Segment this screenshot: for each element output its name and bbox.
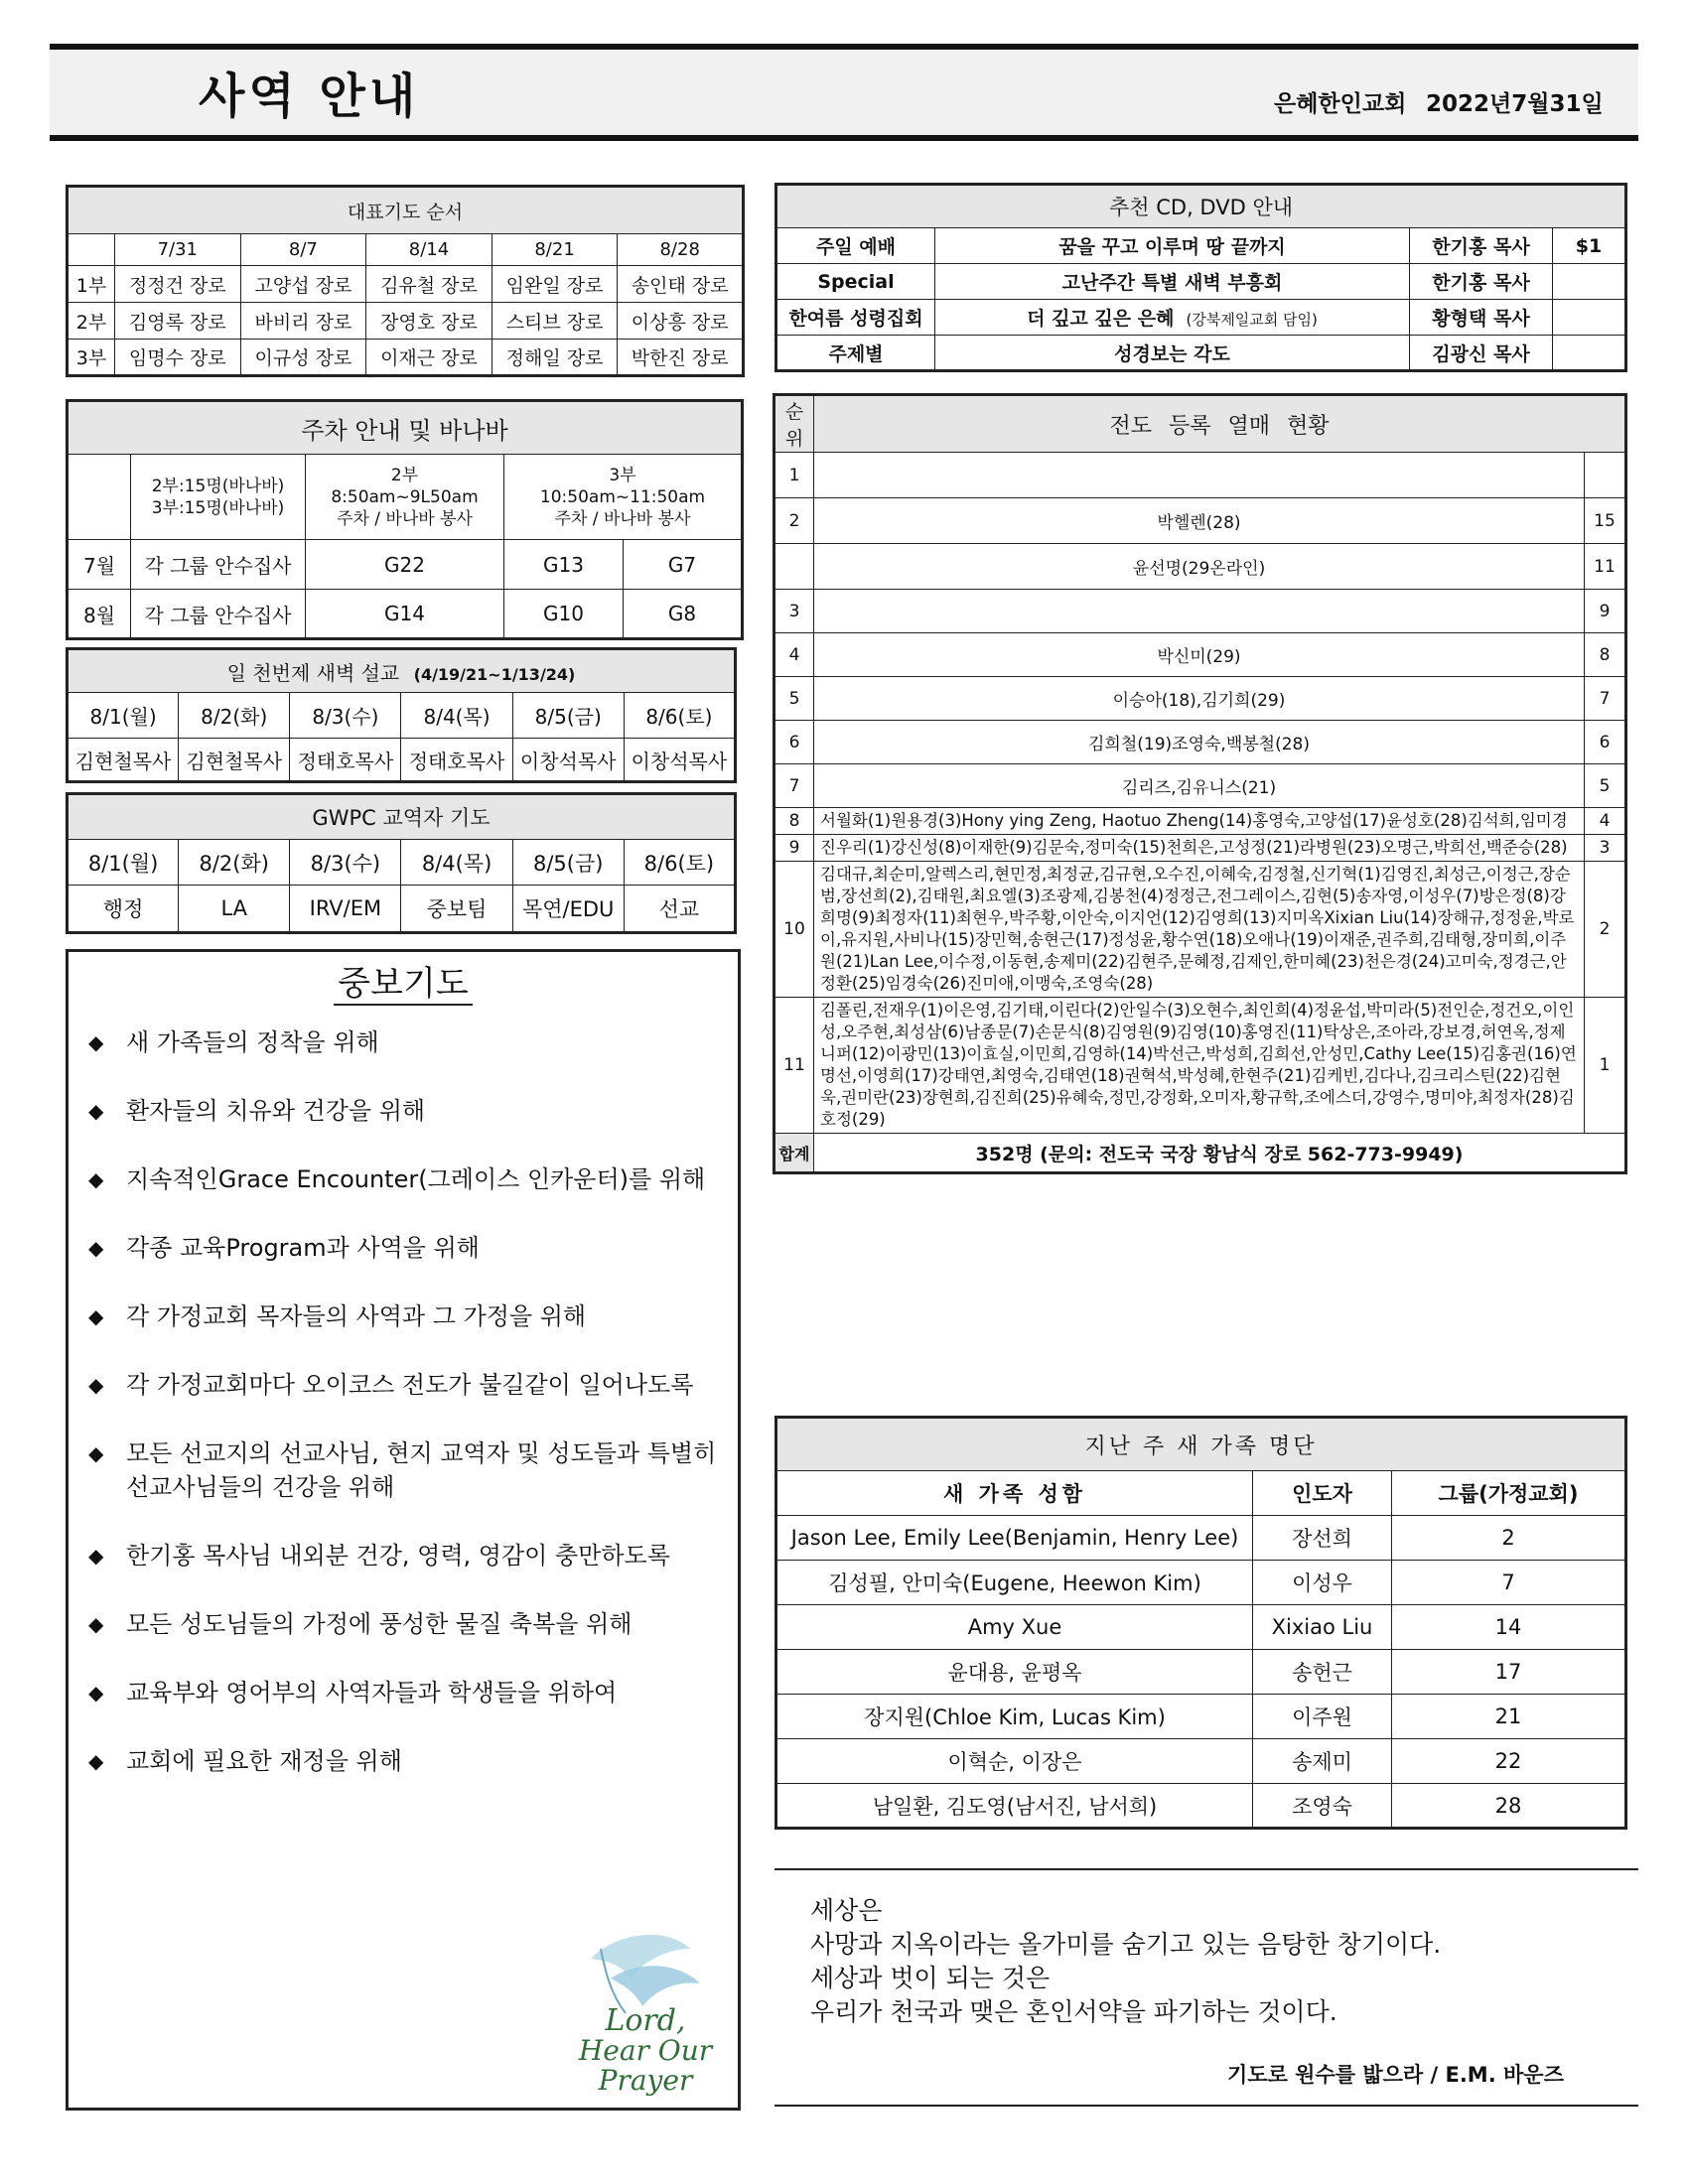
service2-header <box>306 455 504 540</box>
names-cell: 박신미(29) <box>814 633 1585 677</box>
elder-cell: 김유철 장로 <box>366 266 492 303</box>
service3-header-line: 10:50am~11:50am <box>539 486 706 507</box>
family-name-cell: 남일환, 김도영(남서진, 남서희) <box>776 1784 1253 1829</box>
team-cell: LA <box>179 886 290 933</box>
names-cell: 진우리(1)강신성(8)이재한(9)김문숙,정미숙(15)천희은,고성정(21)라병원(23)오명근,박희선,백준승(28) <box>814 835 1585 862</box>
price-cell <box>1553 264 1626 300</box>
speaker-cell: 황형택 목사 <box>1410 300 1553 336</box>
category-cell: 주제별 <box>776 336 935 371</box>
guide-cell: 조영숙 <box>1253 1784 1392 1829</box>
prayer-item-text: 모든 성도님들의 가정에 풍성한 물질 축복을 위해 <box>126 1610 633 1638</box>
total-text: 352명 (문의: 전도국 국장 황남식 장로 562-773-9949) <box>814 1134 1626 1173</box>
rank-cell: 4 <box>774 633 814 677</box>
prayer-item-text: 교육부와 영어부의 사역자들과 학생들을 위하여 <box>126 1679 618 1706</box>
names-cell <box>814 590 1585 633</box>
group-cell: 17 <box>1392 1650 1626 1695</box>
rank-cell: 10 <box>774 862 814 998</box>
rank-cell: 9 <box>774 835 814 862</box>
diamond-bullet-icon: ◆ <box>88 1373 104 1397</box>
quote-line: 우리가 천국과 맺은 혼인서약을 파기하는 것이다. <box>810 1997 1337 2026</box>
total-label: 합계 <box>774 1134 814 1173</box>
names-cell: 김리즈,김유니스(21) <box>814 764 1585 808</box>
prayer-item-text: 환자들의 치유와 건강을 위해 <box>126 1097 426 1125</box>
speaker-cell: 한기홍 목사 <box>1410 228 1553 264</box>
elder-cell: 송인태 장로 <box>618 266 744 303</box>
month-cell: 8월 <box>68 590 131 639</box>
dawn-sermon-title <box>68 649 736 693</box>
parking-note <box>131 455 306 540</box>
service-cell: 2부 <box>68 303 115 340</box>
elder-cell: 이재근 장로 <box>366 340 492 376</box>
group-cell: G14 <box>306 590 504 639</box>
day-cell: 8/6(토) <box>624 693 735 739</box>
elder-cell: 임명수 장로 <box>115 340 241 376</box>
elder-cell: 정해일 장로 <box>492 340 618 376</box>
list-item <box>82 1607 728 1641</box>
prayer-item-text: 교회에 필요한 재정을 위해 <box>126 1747 402 1775</box>
intercession-title-text: 중보기도 <box>334 964 472 1006</box>
service-cell: 3부 <box>68 340 115 376</box>
diamond-bullet-icon: ◆ <box>88 1167 104 1191</box>
rank-cell: 8 <box>774 808 814 835</box>
elder-cell: 김영록 장로 <box>115 303 241 340</box>
names-cell: 김희철(19)조영숙,백봉철(28) <box>814 721 1585 764</box>
quote-line: 사망과 지옥이라는 올가미를 숨기고 있는 음탕한 창기이다. <box>810 1930 1442 1959</box>
group-cell: 7 <box>1392 1561 1626 1605</box>
elder-cell: 바비리 장로 <box>240 303 366 340</box>
prayer-item-text: 지속적인Grace Encounter(그레이스 인카운터)를 위해 <box>126 1165 706 1193</box>
family-name-cell: 장지원(Chloe Kim, Lucas Kim) <box>776 1695 1253 1739</box>
diamond-bullet-icon: ◆ <box>88 1544 104 1568</box>
quote-line: 세상과 벗이 되는 것은 <box>810 1964 1051 1992</box>
dawn-sermon-period: (4/19/21~1/13/24) <box>413 664 576 684</box>
category-cell: 한여름 성령집회 <box>776 300 935 336</box>
group-cell: 21 <box>1392 1695 1626 1739</box>
prayer-order-title: 대표기도 순서 <box>68 187 744 234</box>
guide-cell: 송제미 <box>1253 1739 1392 1784</box>
diamond-bullet-icon: ◆ <box>88 1030 104 1054</box>
rank-cell: 11 <box>774 998 814 1134</box>
count-cell: 11 <box>1585 544 1626 590</box>
service2-header-line: 8:50am~9L50am <box>331 486 479 507</box>
speaker-cell: 김광신 목사 <box>1410 336 1553 371</box>
elder-cell: 박한진 장로 <box>618 340 744 376</box>
elder-cell: 스티브 장로 <box>492 303 618 340</box>
team-cell: 중보팀 <box>401 886 512 933</box>
diamond-bullet-icon: ◆ <box>88 1236 104 1260</box>
category-cell: Special <box>776 264 935 300</box>
family-name-cell: Jason Lee, Emily Lee(Benjamin, Henry Lee) <box>776 1516 1253 1561</box>
elder-cell: 임완일 장로 <box>492 266 618 303</box>
family-name-cell: 이혁순, 이장은 <box>776 1739 1253 1784</box>
list-item <box>82 1025 728 1059</box>
list-item <box>82 1539 728 1572</box>
quote-line: 세상은 <box>810 1896 883 1925</box>
group-cell: 28 <box>1392 1784 1626 1829</box>
names-cell: 박헬렌(28) <box>814 498 1585 544</box>
date-cell: 8/14 <box>366 234 492 266</box>
preacher-cell: 김현철목사 <box>68 739 179 782</box>
service2-header-line: 주차 / 바나바 봉사 <box>337 508 473 529</box>
cd-dvd-title: 추천 CD, DVD 안내 <box>776 185 1626 228</box>
column-header: 새 가족 성함 <box>776 1471 1253 1516</box>
column-header: 그룹(가정교회) <box>1392 1471 1626 1516</box>
logo-text: Hear Our <box>578 2034 713 2067</box>
sermon-title-cell: 고난주간 특별 새벽 부흥회 <box>935 264 1410 300</box>
guide-cell: 송헌근 <box>1253 1650 1392 1695</box>
count-cell: 1 <box>1585 998 1626 1134</box>
list-item <box>82 1676 728 1709</box>
gwpc-prayer-table <box>66 792 737 934</box>
day-cell: 8/6(토) <box>624 840 735 886</box>
lord-hear-our-prayer-logo <box>551 1919 740 2098</box>
preacher-cell: 이창석목사 <box>512 739 624 782</box>
group-cell: G7 <box>624 540 743 590</box>
team-cell: 행정 <box>68 886 179 933</box>
prayer-item-text: 모든 선교지의 선교사님, 현지 교역자 및 성도들과 특별히 선교사님들의 건강을 위해 <box>126 1439 717 1501</box>
evangelism-title: 전도 등록 열매 현황 <box>814 395 1626 453</box>
new-family-table <box>774 1416 1627 1830</box>
preacher-cell: 정태호목사 <box>290 739 401 782</box>
intercession-title <box>69 956 738 1005</box>
day-cell: 8/5(금) <box>512 693 624 739</box>
date-cell: 8/28 <box>618 234 744 266</box>
elder-cell: 이상흥 장로 <box>618 303 744 340</box>
day-cell: 8/2(화) <box>179 693 290 739</box>
speaker-cell: 한기홍 목사 <box>1410 264 1553 300</box>
guide-cell: 장선희 <box>1253 1516 1392 1561</box>
group-cell: 14 <box>1392 1605 1626 1650</box>
quote-source: 기도로 원수를 밟으라 / E.M. 바운즈 <box>1227 2063 1564 2087</box>
list-item <box>82 1744 728 1778</box>
names-cell: 윤선명(29온라인) <box>814 544 1585 590</box>
day-cell: 8/1(월) <box>68 693 179 739</box>
count-cell: 8 <box>1585 633 1626 677</box>
parking-title: 주차 안내 및 바나바 <box>68 401 743 455</box>
page-title: 사역 안내 <box>199 68 420 124</box>
names-cell: 김폴린,전재우(1)이은영,김기태,이린다(2)안일수(3)오현수,최인희(4)정윤섭,박미라(5)전인순,정건오,이인성,오주현,최성삼(6)남종문(7)손문식(8)김영원(9)김영(10)홍영진(11)탁상은,조아라,강보경,허연옥,정제니퍼(12)이광민(13)이효실,이민희,김영하(14)박선근,박성희,김희선,안성민,Cathy Lee(15)김홍권(16)연명선,이영희(17)강태연,최영숙,김태연(18)권혁석,박성혜,한현주(21)김케빈,김다나,김크리스틴(22)김현욱,권미란(23)장현희,김진희(25)유혜숙,정민,강정화,오미자,황규학,조에스더,강영수,명미야,최정자(28)김호정(29) <box>814 998 1585 1134</box>
team-cell: IRV/EM <box>290 886 401 933</box>
prayer-order-table <box>66 185 745 377</box>
sermon-title-cell: 성경보는 각도 <box>935 336 1410 371</box>
names-cell: 김대규,최순미,알렉스리,현민정,최정균,김규현,오수진,이혜숙,김정철,신기혁(1)김영진,최성근,이정근,장순범,장선희(2),김태원,최요엘(3)조광제,김봉천(4)정정근,전그레이스,김현(5)송자영,이성우(7)방은정(8)강희명(9)최정자(11)최현우,박주황,이안숙,이지언(12)김영희(13)지미옥Xixian Liu(14)장해규,정정윤,박로이,유지원,사비나(15)장민혁,송현근(17)정성윤,황수연(18)오애나(19)이재준,권주희,김태형,장미희,이주원(21)Lan Lee,이수정,이동현,송제미(22)김현주,문혜정,김제인,한미혜(23)천은경(24)고미숙,정경근,안정환(25)임경숙(26)진미애,이맹숙,조영숙(28) <box>814 862 1585 998</box>
service3-header-line: 3부 <box>609 465 636 485</box>
count-cell: 2 <box>1585 862 1626 998</box>
intercession-list <box>82 1025 728 1813</box>
date-cell: 8/21 <box>492 234 618 266</box>
price-cell: $1 <box>1553 228 1626 264</box>
rank-cell <box>774 544 814 590</box>
prayer-item-text: 새 가족들의 정착을 위해 <box>126 1028 379 1056</box>
count-cell: 5 <box>1585 764 1626 808</box>
count-cell: 6 <box>1585 721 1626 764</box>
corner-cell <box>68 455 131 540</box>
list-item <box>82 1231 728 1265</box>
list-item <box>82 1162 728 1196</box>
count-cell <box>1585 453 1626 498</box>
sermon-title-cell: 꿈을 꾸고 이루며 땅 끝까지 <box>935 228 1410 264</box>
list-item <box>82 1299 728 1333</box>
column-header: 인도자 <box>1253 1471 1392 1516</box>
team-cell: 목연/EDU <box>512 886 624 933</box>
rank-cell: 7 <box>774 764 814 808</box>
count-cell: 7 <box>1585 677 1626 721</box>
count-cell: 15 <box>1585 498 1626 544</box>
rank-header: 순위 <box>774 395 814 453</box>
names-cell: 서월화(1)원용경(3)Hony ying Zeng, Haotuo Zheng(14)홍영숙,고양섭(17)윤성호(28)김석희,임미경 <box>814 808 1585 835</box>
prayer-item-text: 한기홍 목사님 내외분 건강, 영력, 영감이 충만하도록 <box>126 1542 670 1570</box>
day-cell: 8/3(수) <box>290 693 401 739</box>
parking-note-line: 3부:15명(바나바) <box>151 497 285 518</box>
logo-text: Prayer <box>598 2064 693 2097</box>
count-cell: 9 <box>1585 590 1626 633</box>
count-cell: 4 <box>1585 808 1626 835</box>
intercession-box <box>66 949 741 2111</box>
guide-cell: 이성우 <box>1253 1561 1392 1605</box>
dawn-sermon-title-text: 일 천번제 새벽 설교 <box>226 660 400 685</box>
service3-header-line: 주차 / 바나바 봉사 <box>554 508 691 529</box>
gwpc-title: GWPC 교역자 기도 <box>68 794 736 840</box>
quote-bottom-rule <box>774 2105 1638 2107</box>
family-name-cell: 김성필, 안미숙(Eugene, Heewon Kim) <box>776 1561 1253 1605</box>
sermon-title-cell <box>935 300 1410 336</box>
rank-cell: 3 <box>774 590 814 633</box>
group-cell: 22 <box>1392 1739 1626 1784</box>
quote-block <box>810 1894 1441 2029</box>
day-cell: 8/1(월) <box>68 840 179 886</box>
prayer-item-text: 각종 교육Program과 사역을 위해 <box>126 1234 480 1262</box>
list-item <box>82 1094 728 1128</box>
list-item <box>82 1436 728 1504</box>
group-cell: G22 <box>306 540 504 590</box>
elder-cell: 고양섭 장로 <box>240 266 366 303</box>
names-cell <box>814 453 1585 498</box>
church-name: 은혜한인교회 <box>1274 91 1407 117</box>
elder-cell: 장영호 장로 <box>366 303 492 340</box>
header-bottom-rule <box>50 135 1638 141</box>
diamond-bullet-icon: ◆ <box>88 1304 104 1328</box>
month-cell: 7월 <box>68 540 131 590</box>
day-cell: 8/2(화) <box>179 840 290 886</box>
logo-text: Lord, <box>605 2003 686 2038</box>
diamond-bullet-icon: ◆ <box>88 1681 104 1705</box>
new-family-title: 지난 주 새 가족 명단 <box>776 1418 1626 1471</box>
preacher-cell: 이창석목사 <box>624 739 735 782</box>
names-cell: 이승아(18),김기희(29) <box>814 677 1585 721</box>
list-item <box>82 1368 728 1402</box>
day-cell: 8/5(금) <box>512 840 624 886</box>
day-cell: 8/3(수) <box>290 840 401 886</box>
sermon-title-text: 더 깊고 깊은 은혜 <box>1027 308 1175 330</box>
service-cell: 1부 <box>68 266 115 303</box>
rank-cell: 1 <box>774 453 814 498</box>
elder-cell: 정정건 장로 <box>115 266 241 303</box>
preacher-cell: 김현철목사 <box>179 739 290 782</box>
parking-table <box>66 399 744 640</box>
group-cell: 2 <box>1392 1516 1626 1561</box>
rank-cell: 5 <box>774 677 814 721</box>
diamond-bullet-icon: ◆ <box>88 1441 104 1465</box>
price-cell <box>1553 336 1626 371</box>
day-cell: 8/4(목) <box>401 693 512 739</box>
bulletin-date: 2022년7월31일 <box>1426 91 1604 117</box>
preacher-cell: 정태호목사 <box>401 739 512 782</box>
prayer-item-text: 각 가정교회 목자들의 사역과 그 가정을 위해 <box>126 1302 587 1330</box>
category-cell: 주일 예배 <box>776 228 935 264</box>
date-cell: 7/31 <box>115 234 241 266</box>
day-cell: 8/4(목) <box>401 840 512 886</box>
role-cell: 각 그룹 안수집사 <box>131 590 306 639</box>
cd-dvd-table <box>774 183 1627 372</box>
service2-header-line: 2부 <box>390 465 419 485</box>
corner-cell <box>68 234 115 266</box>
diamond-bullet-icon: ◆ <box>88 1099 104 1123</box>
parking-note-line: 2부:15명(바나바) <box>151 476 285 496</box>
service3-header <box>504 455 743 540</box>
prayer-item-text: 각 가정교회마다 오이코스 전도가 불길같이 일어나도록 <box>126 1371 694 1399</box>
elder-cell: 이규성 장로 <box>240 340 366 376</box>
diamond-bullet-icon: ◆ <box>88 1612 104 1636</box>
dawn-sermon-table <box>66 647 737 783</box>
quote-top-rule <box>774 1868 1638 1870</box>
group-cell: G13 <box>504 540 624 590</box>
family-name-cell: Amy Xue <box>776 1605 1253 1650</box>
guide-cell: 이주원 <box>1253 1695 1392 1739</box>
group-cell: G8 <box>624 590 743 639</box>
count-cell: 3 <box>1585 835 1626 862</box>
rank-cell: 2 <box>774 498 814 544</box>
date-cell: 8/7 <box>240 234 366 266</box>
guide-cell: Xixiao Liu <box>1253 1605 1392 1650</box>
team-cell: 선교 <box>624 886 735 933</box>
group-cell: G10 <box>504 590 624 639</box>
diamond-bullet-icon: ◆ <box>88 1749 104 1773</box>
evangelism-table <box>773 393 1627 1174</box>
sermon-note-text: (강북제일교회 담임) <box>1186 311 1318 329</box>
family-name-cell: 윤대용, 윤평옥 <box>776 1650 1253 1695</box>
price-cell <box>1553 300 1626 336</box>
rank-cell: 6 <box>774 721 814 764</box>
role-cell: 각 그룹 안수집사 <box>131 540 306 590</box>
